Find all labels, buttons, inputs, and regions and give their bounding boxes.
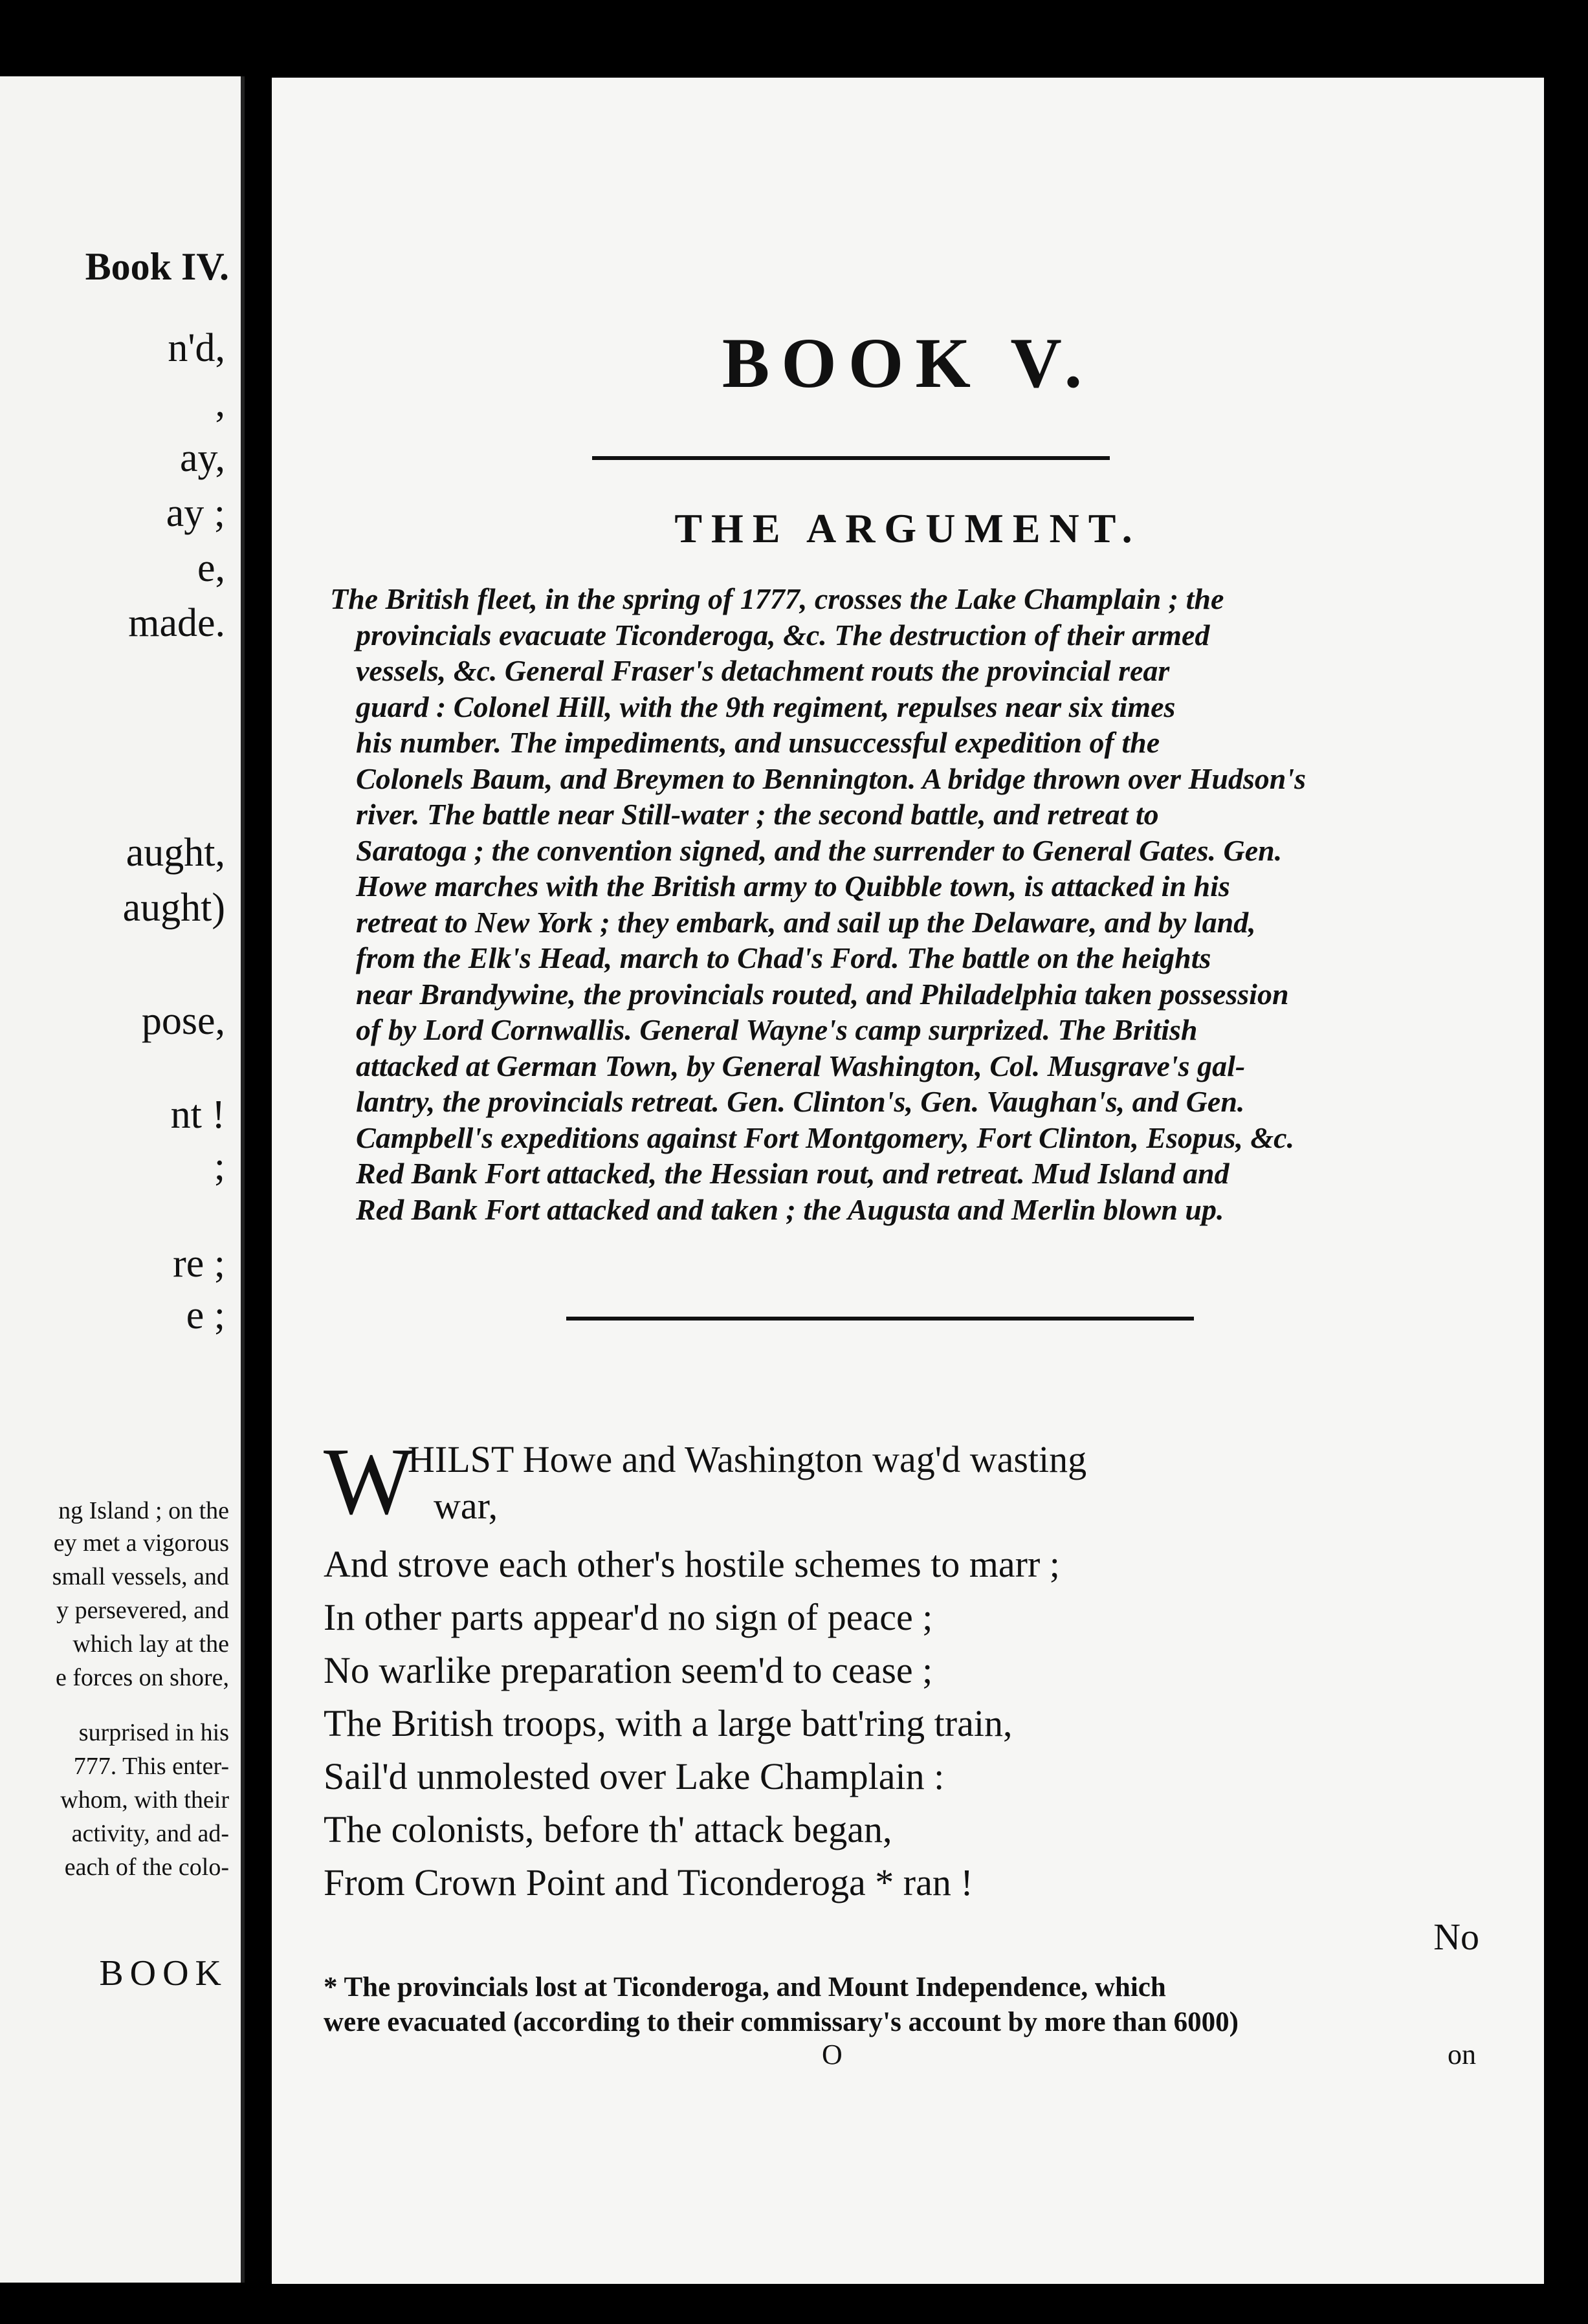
prev-note-line: y persevered, and	[56, 1597, 229, 1624]
prev-verse-ending: ay,	[180, 436, 225, 480]
argument-line: Howe marches with the British army to Quibble town, is attacked in his	[356, 870, 1230, 903]
prev-note-line: activity, and ad-	[71, 1820, 229, 1847]
verse-line: war,	[434, 1485, 498, 1527]
verse-line: In other parts appear'd no sign of peace ;	[324, 1596, 933, 1638]
argument-line: retreat to New York ; they embark, and sail up the Delaware, and by land,	[356, 905, 1256, 939]
argument-line: near Brandywine, the provincials routed, and Philadelphia taken possession	[356, 977, 1289, 1011]
prev-note-line: each of the colo-	[64, 1854, 229, 1881]
prev-catchword: BOOK	[99, 1953, 228, 1993]
drop-capital: W	[324, 1429, 414, 1535]
prev-note-line: e forces on shore,	[55, 1664, 229, 1691]
footnote-catchword: on	[1448, 2039, 1476, 2070]
verse-line: The colonists, before th' attack began,	[324, 1808, 892, 1850]
prev-verse-ending: pose,	[141, 999, 225, 1043]
verse-catchword: No	[1433, 1916, 1479, 1958]
argument-line: vessels, &c. General Fraser's detachment routs the provincial rear	[356, 654, 1170, 687]
verse-line: Sail'd unmolested over Lake Champlain :	[324, 1755, 945, 1797]
prev-note-line: which lay at the	[72, 1630, 229, 1658]
prev-verse-ending: ay ;	[166, 491, 225, 535]
verse-text	[324, 1429, 1488, 1909]
argument-line: Red Bank Fort attacked, the Hessian rout, and retreat. Mud Island and	[356, 1157, 1230, 1190]
footnote	[324, 1970, 1475, 2040]
book-title: BOOK V.	[722, 323, 1094, 402]
previous-page-fragment	[0, 76, 245, 2283]
page-gutter	[241, 76, 245, 2283]
prev-note-line: ng Island ; on the	[58, 1497, 229, 1524]
prev-page-header: Book IV.	[85, 245, 229, 288]
prev-note-line: whom, with their	[60, 1786, 229, 1814]
prev-verse-ending: n'd,	[168, 326, 225, 370]
footnote-line: were evacuated (according to their commissary's account by more than 6000)	[324, 2007, 1239, 2037]
prev-verse-ending: e,	[197, 546, 225, 590]
argument-line: The British fleet, in the spring of 1777, crosses the Lake Champlain ; the	[330, 582, 1224, 615]
title-rule	[592, 456, 1110, 460]
prev-verse-ending: re ;	[173, 1242, 225, 1286]
prev-note-line: ey met a vigorous	[53, 1529, 229, 1557]
verse-line: And strove each other's hostile schemes to marr ;	[324, 1543, 1060, 1585]
verse-line: No warlike preparation seem'd to cease ;	[324, 1649, 933, 1691]
prev-note-line: 777. This enter-	[73, 1753, 229, 1780]
book-page	[272, 78, 1544, 2284]
verse-line: From Crown Point and Ticonderoga * ran !	[324, 1861, 973, 1903]
signature-mark: O	[822, 2039, 843, 2070]
prev-verse-ending: ;	[214, 1145, 225, 1189]
verse-line: The British troops, with a large batt'ring train,	[324, 1702, 1013, 1744]
argument-line: his number. The impediments, and unsuccessful expedition of the	[356, 726, 1160, 759]
argument-line: attacked at German Town, by General Washington, Col. Musgrave's gal-	[356, 1049, 1246, 1082]
argument-line: Saratoga ; the convention signed, and the surrender to General Gates. Gen.	[356, 833, 1283, 867]
argument-heading: THE ARGUMENT.	[674, 505, 1141, 551]
footnote-line: * The provincials lost at Ticonderoga, and Mount Independence, which	[324, 1972, 1166, 2002]
argument-line: guard : Colonel Hill, with the 9th regiment, repulses near six times	[356, 690, 1176, 723]
argument-line: Red Bank Fort attacked and taken ; the Augusta and Merlin blown up.	[356, 1192, 1224, 1226]
prev-note-line: surprised in his	[78, 1719, 229, 1746]
argument-line: Colonels Baum, and Breymen to Bennington. A bridge thrown over Hudson's	[356, 762, 1307, 795]
prev-verse-ending: made.	[128, 601, 225, 645]
argument-line: from the Elk's Head, march to Chad's Ford. The battle on the heights	[356, 941, 1211, 974]
prev-verse-ending: aught)	[122, 886, 225, 930]
argument-rule	[566, 1317, 1194, 1321]
argument-line: lantry, the provincials retreat. Gen. Clinton's, Gen. Vaughan's, and Gen.	[356, 1085, 1245, 1118]
argument-text	[330, 581, 1469, 1227]
prev-verse-ending: nt !	[170, 1093, 225, 1137]
prev-note-line: small vessels, and	[52, 1563, 229, 1590]
prev-verse-ending: aught,	[126, 831, 225, 875]
argument-line: of by Lord Cornwallis. General Wayne's camp surprized. The British	[356, 1013, 1198, 1046]
prev-verse-ending: e ;	[186, 1293, 225, 1337]
argument-line: river. The battle near Still-water ; the second battle, and retreat to	[356, 798, 1159, 831]
argument-line: provincials evacuate Ticonderoga, &c. The destruction of their armed	[356, 618, 1210, 652]
prev-verse-ending: ,	[215, 381, 225, 425]
verse-line: HILST Howe and Washington wag'd wasting	[408, 1438, 1087, 1480]
argument-line: Campbell's expeditions against Fort Montgomery, Fort Clinton, Esopus, &c.	[356, 1121, 1295, 1154]
